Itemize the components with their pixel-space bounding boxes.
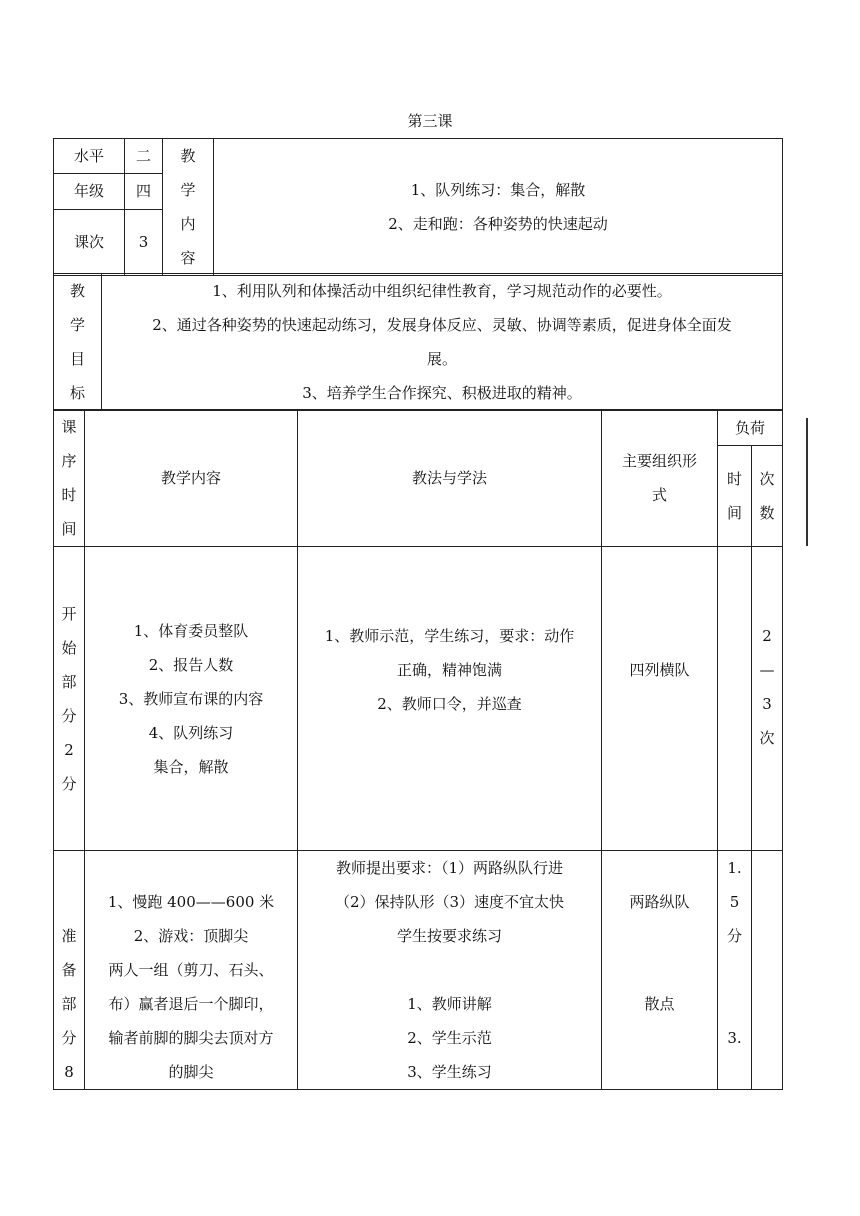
section-start-organization: 四列横队 bbox=[602, 547, 718, 851]
objectives-label: 教 学 目 标 bbox=[54, 274, 102, 411]
header-table bbox=[53, 138, 783, 276]
section-prepare-count bbox=[752, 851, 783, 1090]
section-start-label: 开 始 部 分 2 分 bbox=[54, 547, 85, 851]
lesson-value: 3 bbox=[125, 209, 163, 276]
grade-label: 年级 bbox=[54, 174, 125, 209]
content-text: 1、队列练习：集合，解散 2、走和跑：各种姿势的快速起动 bbox=[214, 139, 783, 276]
section-prepare-label: 准 备 部 分 8 bbox=[54, 851, 85, 1090]
level-value: 二 bbox=[125, 139, 163, 174]
level-label: 水平 bbox=[54, 139, 125, 174]
col-method: 教法与学法 bbox=[298, 410, 602, 547]
section-start-content: 1、体育委员整队 2、报告人数 3、教师宣布课的内容 4、队列练习 集合，解散 bbox=[85, 547, 298, 851]
grade-value: 四 bbox=[125, 174, 163, 209]
section-prepare-content: 1、慢跑 400——600 米 2、游戏：顶脚尖 两人一组（剪刀、石头、 布）赢者退后一个脚印， 输者前脚的脚尖去顶对方 的脚尖 bbox=[85, 851, 298, 1090]
section-prepare-time: 1. 5 分 3. bbox=[718, 851, 752, 1090]
lesson-table bbox=[53, 409, 783, 1090]
section-start-time bbox=[718, 547, 752, 851]
section-prepare-organization: 两路纵队 散点 bbox=[602, 851, 718, 1090]
margin-mark bbox=[806, 418, 808, 546]
col-organization: 主要组织形 式 bbox=[602, 410, 718, 547]
section-prepare-method: 教师提出要求：（1）两路纵队行进 （2）保持队形（3）速度不宜太快 学生按要求练习 1、教师讲解 2、学生示范 3、学生练习 bbox=[298, 851, 602, 1090]
objectives-table bbox=[53, 273, 783, 411]
page-title: 第三课 bbox=[407, 112, 453, 130]
lesson-label: 课次 bbox=[54, 209, 125, 276]
col-load: 负荷 bbox=[718, 410, 783, 446]
col-time: 时 间 bbox=[718, 446, 752, 547]
section-start-count: 2 — 3 次 bbox=[752, 547, 783, 851]
objectives-text: 1、利用队列和体操活动中组织纪律性教育，学习规范动作的必要性。 2、通过各种姿势的快速起动练习，发展身体反应、灵敏、协调等素质，促进身体全面发 展。 3、培养学生合作探究、积极进取的精神。 bbox=[102, 274, 783, 411]
section-start-method: 1、教师示范，学生练习，要求：动作 正确，精神饱满 2、教师口令，并巡查 bbox=[298, 547, 602, 851]
col-content: 教学内容 bbox=[85, 410, 298, 547]
content-label: 教 学 内 容 bbox=[163, 139, 214, 276]
col-count: 次 数 bbox=[752, 446, 783, 547]
col-sequence: 课 序 时 间 bbox=[54, 410, 85, 547]
